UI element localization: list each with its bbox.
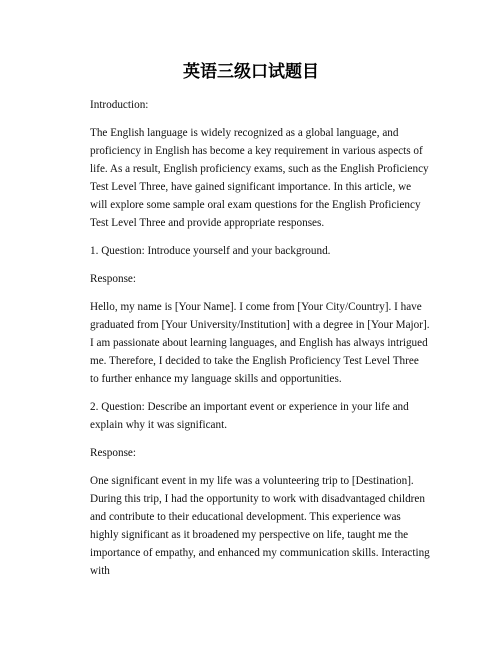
intro-paragraph: The English language is widely recognized as a global language, and proficiency in English has become a key requirement in various aspects of life. As a result, English proficiency exams, such as the English Proficiency Test Level Three, have gained significant importance. In this article, we will explore some sample oral exam questions for the English Proficiency Test Level Three and provide appropriate responses.: [90, 127, 429, 229]
response-2-label: Response:: [90, 447, 136, 459]
document-body: [90, 96, 430, 590]
intro-heading: Introduction:: [90, 99, 149, 111]
question-2: 2. Question: Describe an important event or experience in your life and explain why it was significant.: [90, 401, 409, 431]
response-1-text: Hello, my name is [Your Name]. I come from [Your City/Country]. I have graduated from [Your University/Institution] with a degree in [Your Major]. I am passionate about learning languages, and English has always intrigued me. Therefore, I decided to take the English Proficiency Test Level Three to further enhance my language skills and opportunities.: [90, 301, 430, 385]
response-2-text: One significant event in my life was a volunteering trip to [Destination]. During this trip, I had the opportunity to work with disadvantaged children and contribute to their educational development. This experience was highly significant as it broadened my perspective on life, taught me the importance of empathy, and enhanced my communication skills. Interacting with: [90, 475, 430, 577]
question-1: 1. Question: Introduce yourself and your background.: [90, 245, 331, 257]
response-1-label: Response:: [90, 273, 136, 285]
document-title: 英语三级口试题目: [183, 62, 319, 82]
